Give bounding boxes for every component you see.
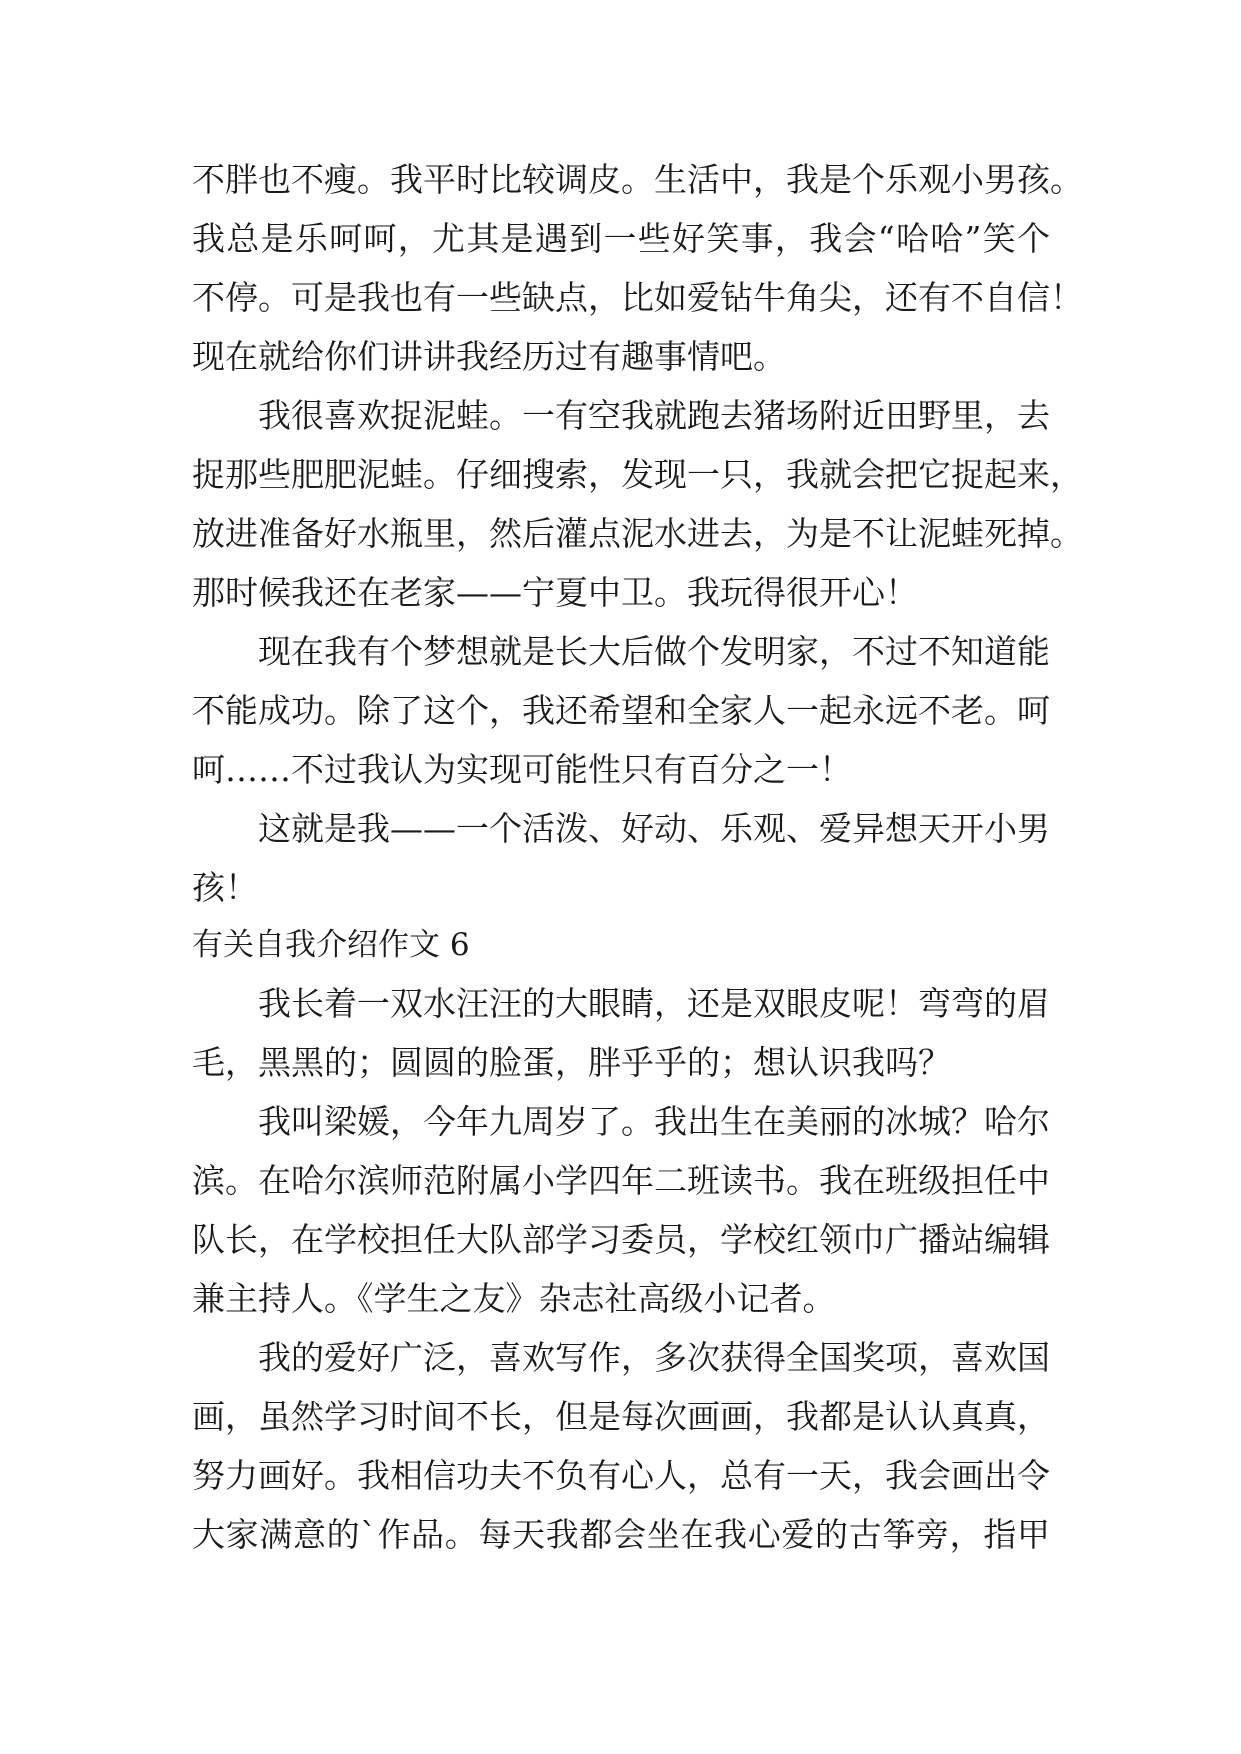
text-line: 不能成功。除了这个，我还希望和全家人一起永远不老。呵 [192,691,1050,730]
text-line: 我的爱好广泛，喜欢写作，多次获得全国奖项，喜欢国 [258,1338,1050,1377]
essay-part-2 [192,974,1050,1564]
text-line: 那时候我还在老家——宁夏中卫。我玩得很开心！ [192,573,918,612]
text-line: 不胖也不瘦。我平时比较调皮。生活中，我是个乐观小男孩。 [192,160,1083,199]
text-line: 现在我有个梦想就是长大后做个发明家，不过不知道能 [258,632,1050,671]
text-line: 现在就给你们讲讲我经历过有趣事情吧。 [192,337,786,376]
text-line: 孩！ [192,868,258,907]
text-line: 我总是乐呵呵，尤其是遇到一些好笑事，我会“哈哈”笑个 [192,219,1050,258]
text-line: 大家满意的`作品。每天我都会坐在我心爱的古筝旁，指甲 [192,1515,1050,1554]
text-line: 呵……不过我认为实现可能性只有百分之一！ [192,750,852,789]
text-line: 画，虽然学习时间不长，但是每次画画，我都是认认真真， [192,1397,1050,1436]
essay-part-1 [192,150,1083,917]
text-line: 队长，在学校担任大队部学习委员，学校红领巾广播站编辑 [192,1220,1050,1259]
essay-heading: 有关自我介绍作文 6 [192,927,470,963]
text-line: 放进准备好水瓶里，然后灌点泥水进去，为是不让泥蛙死掉。 [192,514,1083,553]
essay-body [192,150,1083,1564]
text-line: 兼主持人。《学生之友》杂志社高级小记者。 [192,1279,836,1318]
text-line: 这就是我——一个活泼、好动、乐观、爱异想天开小男 [258,809,1050,848]
text-line: 不停。可是我也有一些缺点，比如爱钻牛角尖，还有不自信！ [192,278,1083,317]
text-line: 努力画好。我相信功夫不负有心人，总有一天，我会画出令 [192,1456,1050,1495]
text-line: 滨。在哈尔滨师范附属小学四年二班读书。我在班级担任中 [192,1161,1050,1200]
text-line: 我很喜欢捉泥蛙。一有空我就跑去猪场附近田野里，去 [258,396,1050,435]
text-line: 捉那些肥肥泥蛙。仔细搜索，发现一只，我就会把它捉起来， [192,455,1083,494]
text-line: 我叫梁媛，今年九周岁了。我出生在美丽的冰城？哈尔 [258,1102,1050,1141]
text-line: 我长着一双水汪汪的大眼睛，还是双眼皮呢！弯弯的眉 [258,984,1050,1023]
text-line: 毛，黑黑的；圆圆的脸蛋，胖乎乎的；想认识我吗？ [192,1043,951,1082]
